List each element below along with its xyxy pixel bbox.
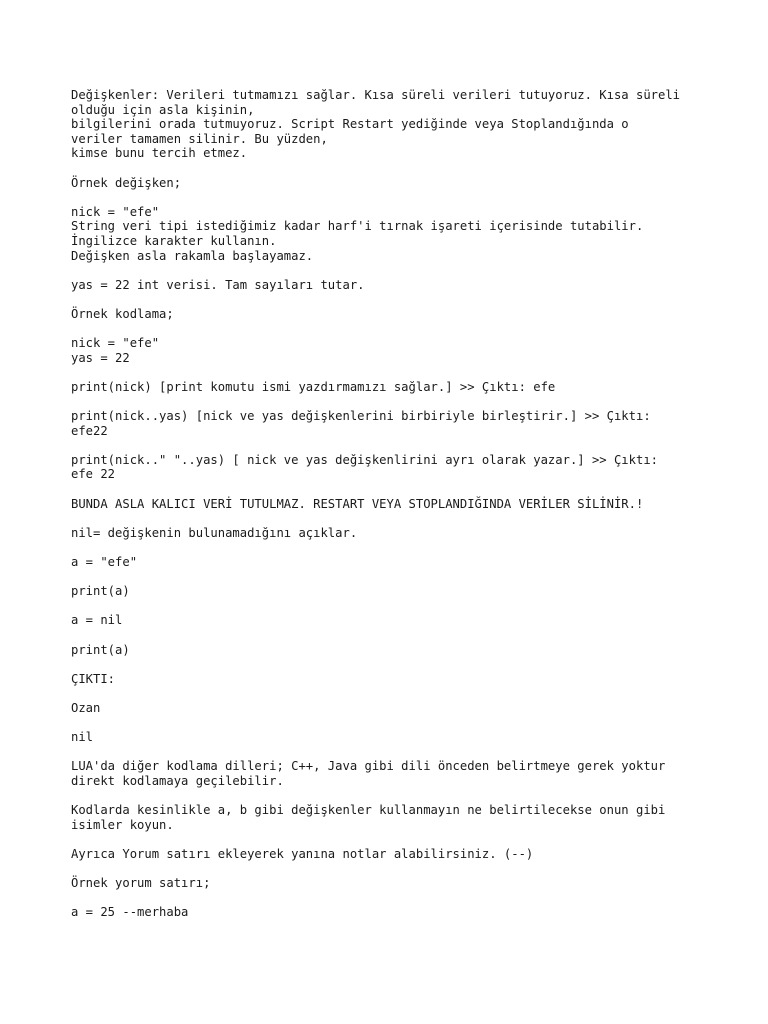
text-line: print(nick) [print komutu ismi yazdırmamızı sağlar.] >> Çıktı: efe [71,379,556,394]
text-line: yas = 22 int verisi. Tam sayıları tutar. [71,277,365,292]
text-line: Ayrıca Yorum satırı ekleyerek yanına notlar alabilirsiniz. (--) [71,846,534,861]
text-line: bilgilerini orada tutmuyoruz. Script Restart yediğinde veya Stoplandığında o [71,117,629,132]
text-line: nil= değişkenin bulunamadığını açıklar. [71,525,358,540]
document-paragraph [71,905,731,920]
document-paragraph [71,555,731,570]
text-line: nil [71,730,94,745]
document-paragraph [71,701,731,716]
text-line: olduğu için asla kişinin, [71,102,255,117]
document-paragraph [71,672,731,687]
document-paragraph [71,643,731,658]
text-line: Örnek değişken; [71,175,182,190]
text-line: print(a) [71,584,130,599]
text-line: BUNDA ASLA KALICI VERİ TUTULMAZ. RESTART VEYA STOPLANDIĞINDA VERİLER SİLİNİR.! [71,496,644,511]
document-paragraph [71,803,731,832]
text-line: nick = "efe" [71,204,160,219]
text-line: Kodlarda kesinlikle a, b gibi değişkenler kullanmayın ne belirtilecekse onun gibi [71,803,666,818]
text-line: print(a) [71,642,130,657]
document-paragraph [71,176,731,191]
text-line: direkt kodlamaya geçilebilir. [71,773,284,788]
text-line: Ozan [71,700,101,715]
text-line: Örnek kodlama; [71,306,174,321]
text-line: efe22 [71,423,108,438]
document-paragraph [71,876,731,891]
document-paragraph [71,759,731,788]
document-paragraph [71,584,731,599]
text-line: ÇIKTI: [71,671,116,686]
text-line: Değişkenler: Verileri tutmamızı sağlar. Kısa süreli verileri tutuyoruz. Kısa süreli [71,88,681,102]
document-paragraph [71,526,731,541]
text-line: kimse bunu tercih etmez. [71,146,248,161]
text-line: a = 25 --merhaba [71,905,189,920]
document-paragraph [71,409,731,438]
document-page [71,88,731,934]
text-line: String veri tipi istediğimiz kadar harf'i tırnak işareti içerisinde tutabilir. [71,219,644,234]
document-paragraph [71,847,731,862]
text-line: print(nick..yas) [nick ve yas değişkenlerini birbiriyle birleştirir.] >> Çıktı: [71,409,651,424]
text-line: Örnek yorum satırı; [71,876,211,891]
document-paragraph [71,730,731,745]
text-line: nick = "efe" [71,336,160,351]
document-paragraph [71,380,731,395]
document-paragraph [71,278,731,293]
text-line: LUA'da diğer kodlama dilleri; C++, Java gibi dili önceden belirtmeye gerek yoktur [71,759,666,774]
text-line: isimler koyun. [71,817,174,832]
text-line: yas = 22 [71,350,130,365]
text-line: veriler tamamen silinir. Bu yüzden, [71,131,328,146]
document-paragraph [71,205,731,263]
text-line: a = nil [71,613,123,628]
text-line: a = "efe" [71,555,138,569]
document-paragraph [71,453,731,482]
text-line: efe 22 [71,467,116,482]
document-paragraph [71,88,731,161]
text-line: print(nick.." "..yas) [ nick ve yas değişkenlirini ayrı olarak yazar.] >> Çıktı: [71,452,658,467]
document-paragraph [71,336,731,365]
document-paragraph [71,613,731,628]
document-paragraph [71,497,731,512]
text-line: İngilizce karakter kullanın. [71,233,277,248]
document-paragraph [71,307,731,322]
text-line: Değişken asla rakamla başlayamaz. [71,248,314,263]
